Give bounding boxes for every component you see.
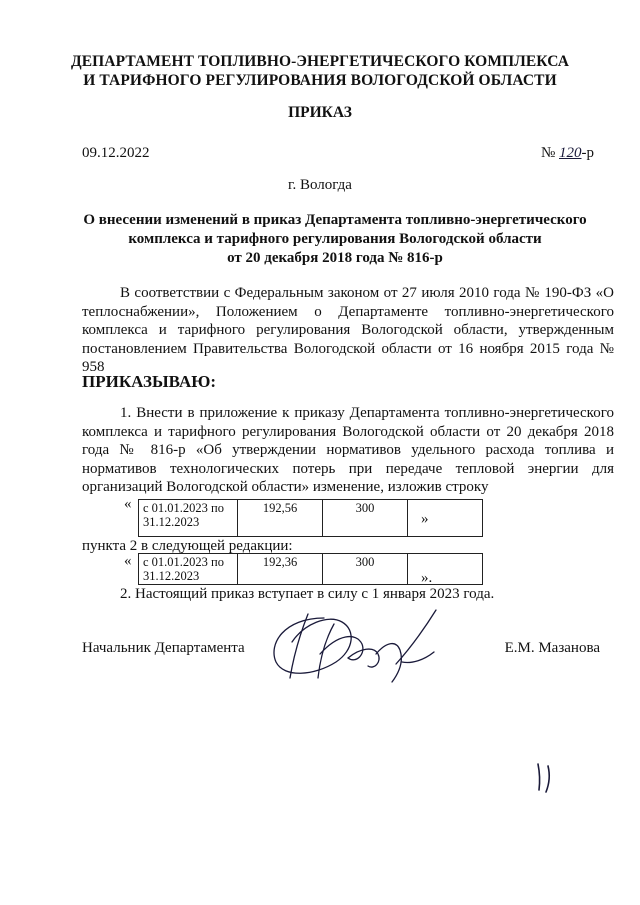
old-row-period: с 01.01.2023 по 31.12.2023 [139, 500, 238, 537]
signatory-title: Начальник Департамента [82, 640, 245, 656]
item-1-paragraph: 1. Внести в приложение к приказу Департамента топливно-энергетического комплекса и тарифного регулирования Вологодской области от 20 декабря 2018 года № 816-р «Об утверждении нормативов удельного расхода топлива и нормативов технологических потерь при передаче тепловой энергии для организаций Вологодской области» изменение, изложив строку [82, 405, 614, 495]
quote-close-2: ». [421, 570, 433, 586]
order-number [541, 145, 594, 162]
order-number-value: 120 [559, 145, 582, 161]
preamble-paragraph: В соответствии с Федеральным законом от 27 июля 2010 года № 190-ФЗ «О теплоснабжении», Положением о Департаменте топливно-энергетического комплекса и тарифного регулирования Вологодской области, утвержденным постановлением Правительства Вологодской области от 16 ноября 2015 года № 958 [82, 285, 614, 375]
signatory-name: Е.М. Мазанова [504, 640, 600, 656]
order-subject [70, 211, 600, 268]
handwritten-mark-icon [530, 756, 560, 796]
table-row [139, 500, 483, 537]
city: г. Вологда [288, 177, 352, 193]
handwritten-signature [264, 604, 454, 684]
order-date: 09.12.2022 [82, 145, 150, 161]
old-row-value3 [408, 500, 483, 537]
order-subject-line1: О внесении изменений в приказ Департамента топливно-энергетического [83, 212, 587, 228]
order-verb: ПРИКАЗЫВАЮ: [82, 372, 217, 391]
old-row-table [138, 499, 483, 537]
department-header-line1: ДЕПАРТАМЕНТ ТОПЛИВНО-ЭНЕРГЕТИЧЕСКОГО КОМПЛЕКСА [70, 53, 570, 70]
order-subject-line2: комплекса и тарифного регулирования Вологодской области [128, 231, 542, 247]
quote-close-1: » [421, 511, 429, 527]
new-row-period: с 01.01.2023 по 31.12.2023 [139, 554, 238, 585]
new-row-value3 [408, 554, 483, 585]
department-header-line2: И ТАРИФНОГО РЕГУЛИРОВАНИЯ ВОЛОГОДСКОЙ ОБЛАСТИ [83, 72, 557, 89]
item-2-paragraph: 2. Настоящий приказ вступает в силу с 1 января 2023 года. [120, 586, 495, 602]
new-row-value1: 192,36 [238, 554, 323, 585]
punkt-text: пункта 2 в следующей редакции: [82, 538, 293, 554]
order-subject-line3: от 20 декабря 2018 года № 816-р [227, 250, 443, 266]
quote-open-1: « [124, 496, 132, 512]
old-row-value2: 300 [323, 500, 408, 537]
document-type: ПРИКАЗ [288, 104, 352, 121]
department-header [0, 52, 640, 90]
quote-open-2: « [124, 553, 132, 569]
new-row-value2: 300 [323, 554, 408, 585]
old-row-value1: 192,56 [238, 500, 323, 537]
order-number-prefix: № [540, 145, 556, 161]
order-number-suffix: -р [581, 145, 594, 161]
